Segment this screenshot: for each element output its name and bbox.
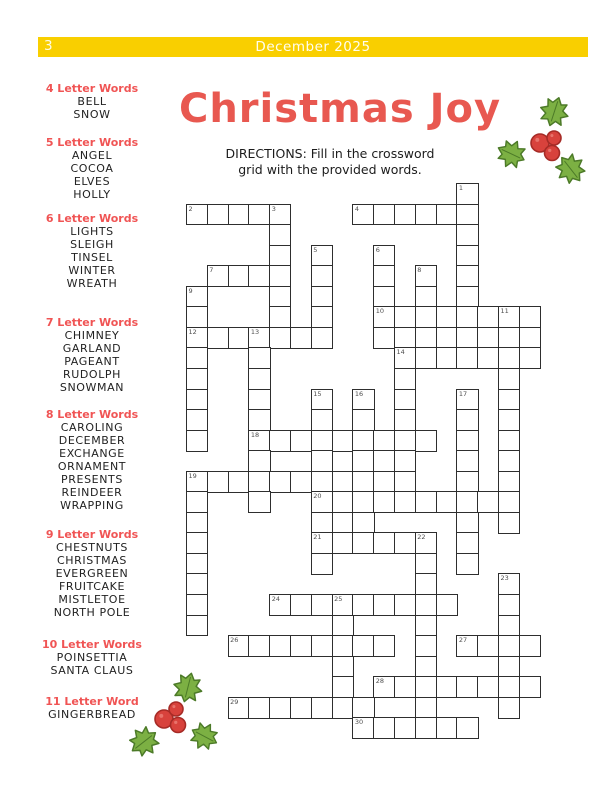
word-section xyxy=(40,316,144,394)
grid-cell[interactable] xyxy=(186,512,208,534)
grid-cell[interactable] xyxy=(207,471,229,493)
word-item: POINSETTIA xyxy=(56,651,128,664)
grid-cell[interactable] xyxy=(352,717,374,739)
cell-number: 18 xyxy=(250,430,260,439)
grid-cell[interactable] xyxy=(477,327,499,349)
grid-cell[interactable] xyxy=(269,327,291,349)
grid-cell[interactable] xyxy=(498,635,520,657)
grid-cell[interactable] xyxy=(415,573,437,595)
grid-cell[interactable] xyxy=(332,615,354,637)
grid-cell[interactable] xyxy=(415,594,437,616)
word-item: CAROLING xyxy=(60,421,124,434)
grid-cell[interactable] xyxy=(186,471,208,493)
cell-number: 25 xyxy=(334,595,343,603)
grid-cell[interactable] xyxy=(248,409,270,431)
grid-cell[interactable] xyxy=(436,204,458,226)
cell-number: 12 xyxy=(188,327,197,336)
grid-cell[interactable] xyxy=(186,532,208,554)
grid-cell[interactable] xyxy=(394,450,416,472)
cell-number: 3 xyxy=(271,204,276,213)
cell-number: 11 xyxy=(500,307,509,316)
grid-cell[interactable] xyxy=(394,594,416,616)
grid-cell[interactable] xyxy=(498,615,520,637)
grid-cell[interactable] xyxy=(498,306,520,328)
word-item: WREATH xyxy=(66,277,118,290)
grid-cell[interactable] xyxy=(498,368,520,390)
word-item: SNOWMAN xyxy=(59,381,125,394)
grid-cell[interactable] xyxy=(290,697,312,719)
grid-cell[interactable] xyxy=(456,450,478,472)
cell-number: 29 xyxy=(230,697,239,706)
grid-cell[interactable] xyxy=(186,306,208,328)
grid-cell[interactable] xyxy=(332,471,354,493)
grid-cell[interactable] xyxy=(498,512,520,534)
word-item: HOLLY xyxy=(73,188,111,201)
grid-cell[interactable] xyxy=(415,656,437,678)
grid-cell[interactable] xyxy=(311,697,333,719)
grid-cell[interactable] xyxy=(498,676,520,698)
cell-number: 17 xyxy=(458,389,468,398)
grid-cell[interactable] xyxy=(415,204,437,226)
grid-cell[interactable] xyxy=(311,512,333,534)
grid-cell[interactable] xyxy=(498,656,520,678)
grid-cell[interactable] xyxy=(228,697,250,719)
grid-cell[interactable] xyxy=(269,635,291,657)
grid-cell[interactable] xyxy=(186,615,208,637)
grid-cell[interactable] xyxy=(290,327,312,349)
grid-cell[interactable] xyxy=(456,183,478,205)
grid-cell[interactable] xyxy=(332,635,354,657)
grid-cell[interactable] xyxy=(332,656,354,678)
grid-cell[interactable] xyxy=(228,635,250,657)
grid-cell[interactable] xyxy=(456,286,478,308)
word-item: SNOW xyxy=(73,108,111,121)
grid-cell[interactable] xyxy=(519,347,541,369)
cell-number: 14 xyxy=(396,348,405,357)
grid-cell[interactable] xyxy=(248,265,270,287)
grid-cell[interactable] xyxy=(415,697,437,719)
grid-cell[interactable] xyxy=(498,347,520,369)
grid-cell[interactable] xyxy=(186,491,208,513)
grid-cell[interactable] xyxy=(373,676,395,698)
grid-cell[interactable] xyxy=(415,286,437,308)
word-section xyxy=(40,82,144,121)
word-item: REINDEER xyxy=(61,486,123,499)
grid-cell[interactable] xyxy=(456,327,478,349)
cell-number: 27 xyxy=(458,636,468,645)
grid-cell[interactable] xyxy=(373,430,395,452)
page-number: 3 xyxy=(44,38,53,54)
word-item: TINSEL xyxy=(71,251,113,264)
grid-cell[interactable] xyxy=(248,430,270,452)
grid-cell[interactable] xyxy=(228,265,250,287)
grid-cell[interactable] xyxy=(332,676,354,698)
grid-cell[interactable] xyxy=(456,389,478,411)
grid-cell[interactable] xyxy=(394,491,416,513)
cell-number: 13 xyxy=(250,327,260,336)
grid-cell[interactable] xyxy=(394,532,416,554)
grid-cell[interactable] xyxy=(311,553,333,575)
grid-cell[interactable] xyxy=(352,471,374,493)
cell-number: 19 xyxy=(188,471,197,480)
grid-cell[interactable] xyxy=(498,450,520,472)
word-item: WINTER xyxy=(68,264,116,277)
cell-number: 5 xyxy=(313,245,318,254)
grid-cell[interactable] xyxy=(373,635,395,657)
grid-cell[interactable] xyxy=(456,347,478,369)
grid-cell[interactable] xyxy=(186,553,208,575)
grid-cell[interactable] xyxy=(394,368,416,390)
grid-cell[interactable] xyxy=(269,306,291,328)
grid-cell[interactable] xyxy=(311,450,333,472)
grid-cell[interactable] xyxy=(248,697,270,719)
grid-cell[interactable] xyxy=(207,327,229,349)
grid-cell[interactable] xyxy=(394,430,416,452)
cell-number: 2 xyxy=(188,204,193,213)
grid-cell[interactable] xyxy=(186,347,208,369)
grid-cell[interactable] xyxy=(498,389,520,411)
cell-number: 7 xyxy=(209,266,214,275)
grid-cell[interactable] xyxy=(394,717,416,739)
cell-number: 23 xyxy=(500,574,509,583)
grid-cell[interactable] xyxy=(373,471,395,493)
grid-cell[interactable] xyxy=(415,265,437,287)
grid-cell[interactable] xyxy=(248,389,270,411)
grid-cell[interactable] xyxy=(248,491,270,513)
grid-cell[interactable] xyxy=(269,471,291,493)
word-section-heading: 7 Letter Words xyxy=(45,316,139,329)
grid-cell[interactable] xyxy=(248,327,270,349)
cell-number: 30 xyxy=(354,718,364,727)
grid-cell[interactable] xyxy=(311,327,333,349)
word-item: GARLAND xyxy=(62,342,122,355)
word-item: ELVES xyxy=(73,175,111,188)
grid-cell[interactable] xyxy=(498,430,520,452)
cell-number: 6 xyxy=(375,245,380,254)
cell-number: 28 xyxy=(375,677,384,686)
puzzle-title: Christmas Joy xyxy=(178,86,502,132)
word-item: PRESENTS xyxy=(61,473,123,486)
grid-cell[interactable] xyxy=(415,430,437,452)
grid-cell[interactable] xyxy=(207,204,229,226)
cell-number: 1 xyxy=(458,184,464,192)
grid-cell[interactable] xyxy=(373,286,395,308)
grid-cell[interactable] xyxy=(373,327,395,349)
grid-cell[interactable] xyxy=(332,532,354,554)
grid-cell[interactable] xyxy=(477,676,499,698)
grid-cell[interactable] xyxy=(519,635,541,657)
cell-number: 10 xyxy=(375,307,384,316)
grid-cell[interactable] xyxy=(269,204,291,226)
grid-cell[interactable] xyxy=(248,204,270,226)
directions-line2: grid with the provided words. xyxy=(238,161,422,177)
grid-cell[interactable] xyxy=(415,306,437,328)
grid-cell[interactable] xyxy=(186,594,208,616)
grid-cell[interactable] xyxy=(352,430,374,452)
grid-cell[interactable] xyxy=(352,635,374,657)
grid-cell[interactable] xyxy=(311,265,333,287)
word-section xyxy=(40,528,144,619)
word-item: PAGEANT xyxy=(64,355,120,368)
word-item: ANGEL xyxy=(71,149,113,162)
word-item: COCOA xyxy=(70,162,114,175)
grid-cell[interactable] xyxy=(394,347,416,369)
word-item: SLEIGH xyxy=(70,238,114,251)
grid-cell[interactable] xyxy=(373,491,395,513)
word-section-heading: 5 Letter Words xyxy=(45,136,139,149)
word-section xyxy=(40,212,144,290)
word-item: EVERGREEN xyxy=(55,567,129,580)
grid-cell[interactable] xyxy=(311,286,333,308)
grid-cell[interactable] xyxy=(498,471,520,493)
grid-cell[interactable] xyxy=(311,430,333,452)
grid-cell[interactable] xyxy=(498,697,520,719)
grid-cell[interactable] xyxy=(498,409,520,431)
grid-cell[interactable] xyxy=(373,265,395,287)
grid-cell[interactable] xyxy=(186,286,208,308)
grid-cell[interactable] xyxy=(394,327,416,349)
cell-number: 9 xyxy=(188,286,193,295)
grid-cell[interactable] xyxy=(373,450,395,472)
grid-cell[interactable] xyxy=(311,532,333,554)
cell-number: 26 xyxy=(230,636,239,645)
grid-cell[interactable] xyxy=(415,676,437,698)
grid-cell[interactable] xyxy=(456,717,478,739)
grid-cell[interactable] xyxy=(415,532,437,554)
word-item: CHIMNEY xyxy=(64,329,120,342)
grid-cell[interactable] xyxy=(186,430,208,452)
grid-cell[interactable] xyxy=(373,594,395,616)
grid-cell[interactable] xyxy=(498,573,520,595)
grid-cell[interactable] xyxy=(269,265,291,287)
grid-cell[interactable] xyxy=(290,471,312,493)
grid-cell[interactable] xyxy=(477,491,499,513)
cell-number: 21 xyxy=(313,533,322,542)
grid-cell[interactable] xyxy=(394,471,416,493)
grid-cell[interactable] xyxy=(456,245,478,267)
grid-cell[interactable] xyxy=(436,594,458,616)
grid-cell[interactable] xyxy=(248,368,270,390)
word-section-heading: 8 Letter Words xyxy=(45,408,139,421)
grid-cell[interactable] xyxy=(415,717,437,739)
grid-cell[interactable] xyxy=(311,594,333,616)
grid-cell[interactable] xyxy=(394,306,416,328)
grid-cell[interactable] xyxy=(519,327,541,349)
cell-number: 8 xyxy=(417,266,422,275)
grid-cell[interactable] xyxy=(373,204,395,226)
word-item: DECEMBER xyxy=(58,434,126,447)
grid-cell[interactable] xyxy=(373,306,395,328)
word-section-heading: 11 Letter Word xyxy=(45,695,139,708)
grid-cell[interactable] xyxy=(311,389,333,411)
grid-cell[interactable] xyxy=(519,676,541,698)
grid-cell[interactable] xyxy=(332,430,354,452)
grid-cell[interactable] xyxy=(415,327,437,349)
cell-number: 24 xyxy=(271,595,280,603)
grid-cell[interactable] xyxy=(456,265,478,287)
grid-cell[interactable] xyxy=(373,717,395,739)
word-item: GINGERBREAD xyxy=(48,708,136,721)
grid-cell[interactable] xyxy=(311,635,333,657)
grid-cell[interactable] xyxy=(498,491,520,513)
word-item: EXCHANGE xyxy=(59,447,125,460)
word-item: CHRISTMAS xyxy=(57,554,127,567)
directions-text xyxy=(160,146,500,177)
grid-cell[interactable] xyxy=(332,594,354,616)
grid-cell[interactable] xyxy=(248,471,270,493)
grid-cell[interactable] xyxy=(456,512,478,534)
word-section xyxy=(40,136,144,201)
grid-cell[interactable] xyxy=(456,676,478,698)
grid-cell[interactable] xyxy=(228,471,250,493)
grid-cell[interactable] xyxy=(394,389,416,411)
word-section-heading: 4 Letter Words xyxy=(45,82,139,95)
grid-cell[interactable] xyxy=(311,471,333,493)
word-item: SANTA CLAUS xyxy=(50,664,134,677)
grid-cell[interactable] xyxy=(456,204,478,226)
grid-cell[interactable] xyxy=(477,635,499,657)
grid-cell[interactable] xyxy=(477,347,499,369)
word-item: LIGHTS xyxy=(70,225,114,238)
grid-cell[interactable] xyxy=(394,676,416,698)
grid-cell[interactable] xyxy=(456,491,478,513)
grid-cell[interactable] xyxy=(352,491,374,513)
grid-cell[interactable] xyxy=(415,491,437,513)
grid-cell[interactable] xyxy=(228,327,250,349)
grid-cell[interactable] xyxy=(456,430,478,452)
header-date: December 2025 xyxy=(255,39,371,55)
grid-cell[interactable] xyxy=(373,245,395,267)
grid-cell[interactable] xyxy=(456,532,478,554)
grid-cell[interactable] xyxy=(436,717,458,739)
grid-cell[interactable] xyxy=(352,697,374,719)
grid-cell[interactable] xyxy=(352,204,374,226)
grid-cell[interactable] xyxy=(290,594,312,616)
grid-cell[interactable] xyxy=(415,553,437,575)
grid-cell[interactable] xyxy=(352,389,374,411)
grid-cell[interactable] xyxy=(228,204,250,226)
grid-cell[interactable] xyxy=(415,635,437,657)
grid-cell[interactable] xyxy=(456,553,478,575)
grid-cell[interactable] xyxy=(456,306,478,328)
word-section-heading: 10 Letter Words xyxy=(42,638,142,651)
grid-cell[interactable] xyxy=(352,450,374,472)
grid-cell[interactable] xyxy=(248,450,270,472)
word-section-heading: 9 Letter Words xyxy=(45,528,139,541)
grid-cell[interactable] xyxy=(436,327,458,349)
grid-cell[interactable] xyxy=(186,204,208,226)
cell-number: 22 xyxy=(417,533,426,542)
grid-cell[interactable] xyxy=(436,306,458,328)
header-bar xyxy=(38,37,588,57)
grid-cell[interactable] xyxy=(415,347,437,369)
grid-cell[interactable] xyxy=(311,245,333,267)
word-section xyxy=(40,408,144,512)
grid-cell[interactable] xyxy=(436,347,458,369)
word-item: RUDOLPH xyxy=(62,368,122,381)
grid-cell[interactable] xyxy=(269,245,291,267)
grid-cell[interactable] xyxy=(269,430,291,452)
grid-cell[interactable] xyxy=(456,409,478,431)
word-item: ORNAMENT xyxy=(57,460,127,473)
grid-cell[interactable] xyxy=(269,224,291,246)
grid-cell[interactable] xyxy=(394,204,416,226)
grid-cell[interactable] xyxy=(332,697,354,719)
grid-cell[interactable] xyxy=(186,573,208,595)
cell-number: 20 xyxy=(313,492,322,501)
grid-cell[interactable] xyxy=(269,594,291,616)
grid-cell[interactable] xyxy=(186,409,208,431)
grid-cell[interactable] xyxy=(415,615,437,637)
cell-number: 16 xyxy=(354,389,364,398)
grid-cell[interactable] xyxy=(290,635,312,657)
word-item: CHESTNUTS xyxy=(56,541,128,554)
grid-cell[interactable] xyxy=(248,635,270,657)
grid-cell[interactable] xyxy=(352,512,374,534)
grid-cell[interactable] xyxy=(311,409,333,431)
grid-cell[interactable] xyxy=(248,347,270,369)
grid-cell[interactable] xyxy=(373,532,395,554)
grid-cell[interactable] xyxy=(352,409,374,431)
grid-cell[interactable] xyxy=(456,224,478,246)
cell-number: 4 xyxy=(354,204,360,213)
grid-cell[interactable] xyxy=(352,532,374,554)
grid-cell[interactable] xyxy=(269,286,291,308)
word-item: BELL xyxy=(77,95,107,108)
cell-number: 15 xyxy=(313,389,322,398)
grid-cell[interactable] xyxy=(436,491,458,513)
grid-cell[interactable] xyxy=(290,430,312,452)
grid-cell[interactable] xyxy=(394,409,416,431)
word-item: FRUITCAKE xyxy=(58,580,126,593)
grid-cell[interactable] xyxy=(186,389,208,411)
grid-cell[interactable] xyxy=(456,471,478,493)
holly-decoration-top-right xyxy=(492,94,596,188)
word-section-heading: 6 Letter Words xyxy=(45,212,139,225)
grid-cell[interactable] xyxy=(332,491,354,513)
grid-cell[interactable] xyxy=(456,635,478,657)
word-item: WRAPPING xyxy=(60,499,124,512)
grid-cell[interactable] xyxy=(519,306,541,328)
grid-cell[interactable] xyxy=(436,676,458,698)
grid-cell[interactable] xyxy=(352,594,374,616)
word-item: MISTLETOE xyxy=(58,593,126,606)
grid-cell[interactable] xyxy=(186,368,208,390)
grid-cell[interactable] xyxy=(186,327,208,349)
grid-cell[interactable] xyxy=(311,491,333,513)
grid-cell[interactable] xyxy=(477,306,499,328)
grid-cell[interactable] xyxy=(311,306,333,328)
holly-decoration-bottom-left xyxy=(121,668,223,762)
word-item: NORTH POLE xyxy=(53,606,131,619)
grid-cell[interactable] xyxy=(498,327,520,349)
directions-line1: DIRECTIONS: Fill in the crossword xyxy=(225,146,435,161)
grid-cell[interactable] xyxy=(498,594,520,616)
grid-cell[interactable] xyxy=(269,697,291,719)
grid-cell[interactable] xyxy=(207,265,229,287)
